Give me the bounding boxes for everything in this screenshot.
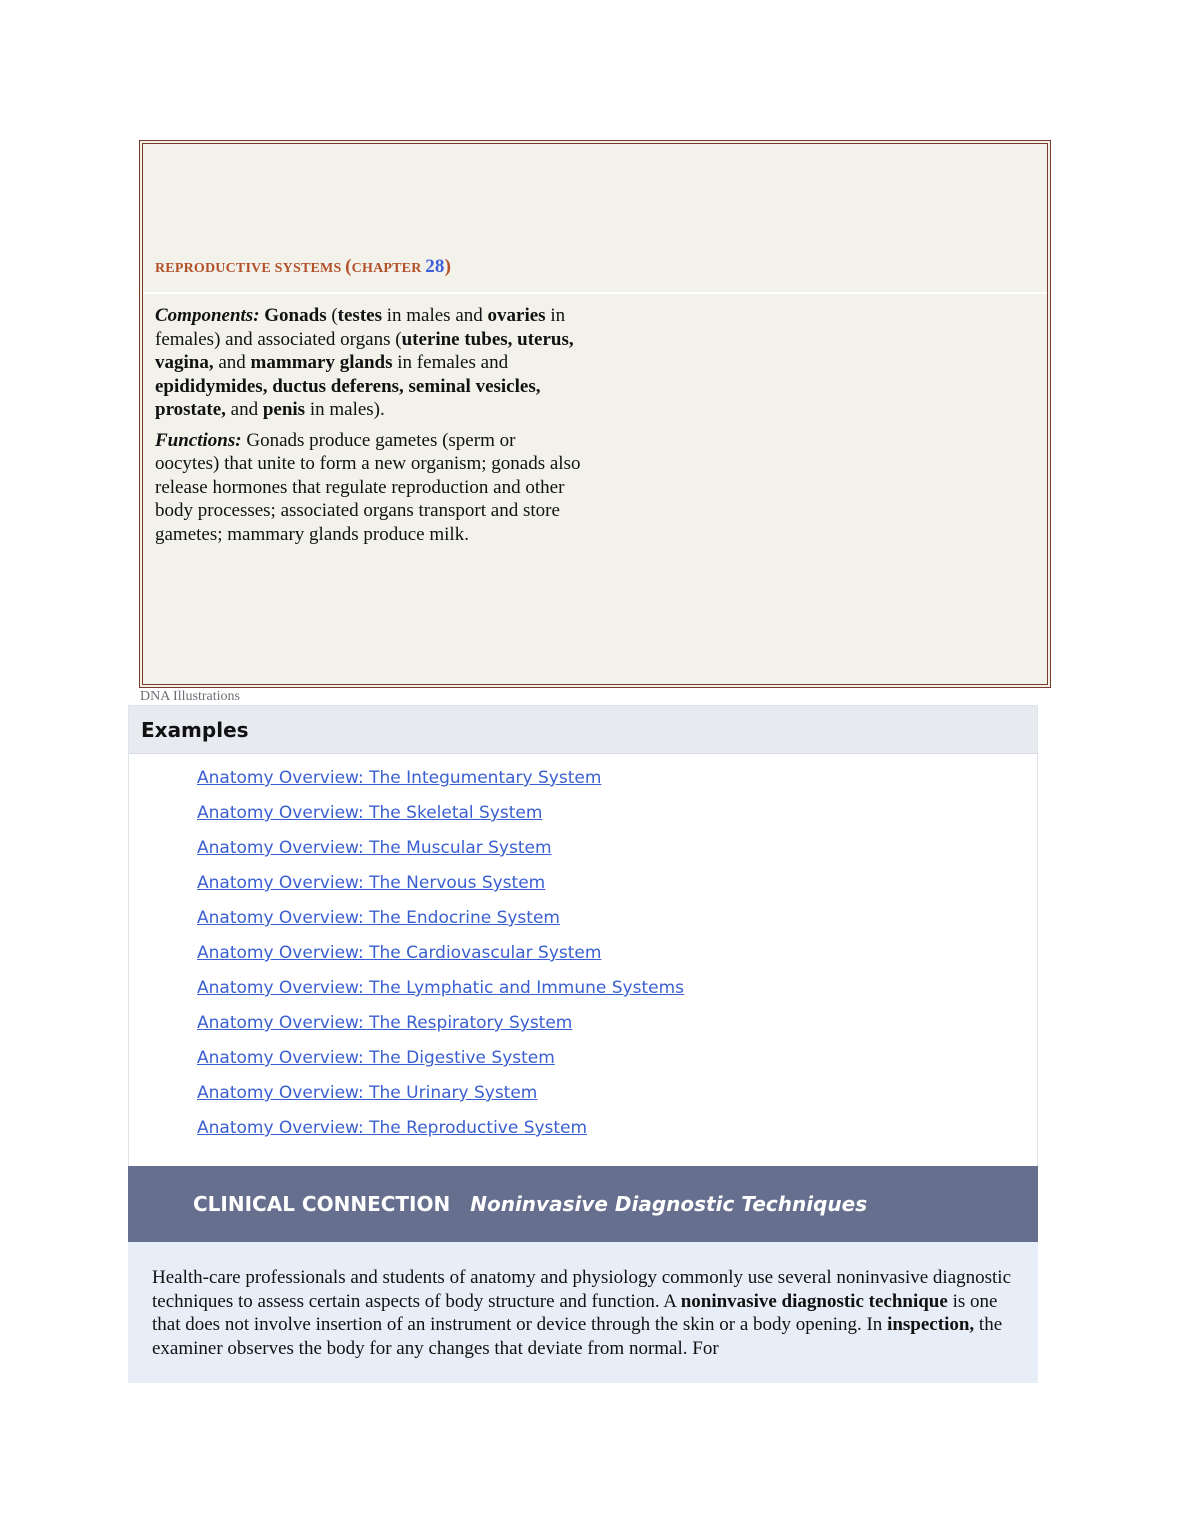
clinical-paragraph [152,1266,1014,1360]
examples-heading: Examples [129,706,1037,754]
clinical-connection-body [128,1242,1038,1383]
functions-lead: Functions: [155,429,242,451]
clinical-term-noninvasive: noninvasive diagnostic technique [680,1290,948,1312]
example-link-digestive[interactable]: Anatomy Overview: The Digestive System [197,1048,555,1068]
functions-paragraph [155,429,581,547]
example-link-muscular[interactable]: Anatomy Overview: The Muscular System [197,838,552,858]
list-item [197,836,1037,871]
reproductive-systems-box [139,140,1051,688]
clinical-text: Health-care professionals and students of anatomy and physiology commonly use several noninvasive diagnostic techniques to assess certain aspects of body structure and function. A [152,1267,1012,1312]
components-term-mammary-glands: mammary glands [250,352,393,373]
clinical-connection-topic: Noninvasive Diagnostic Techniques [470,1192,868,1216]
example-link-endocrine[interactable]: Anatomy Overview: The Endocrine System [197,908,560,928]
components-term-ovaries: ovaries [487,305,546,326]
clinical-term-inspection: inspection, [887,1314,975,1335]
list-item [197,1011,1037,1046]
components-term-testes: testes [337,305,382,326]
examples-list [129,754,1037,1151]
list-item [197,1046,1037,1081]
chapter-number: 28 [425,256,445,277]
list-item [197,766,1037,801]
example-link-cardiovascular[interactable]: Anatomy Overview: The Cardiovascular System [197,943,602,963]
components-lead: Components: [155,305,260,326]
list-item [197,976,1037,1011]
example-link-reproductive[interactable]: Anatomy Overview: The Reproductive System [197,1118,588,1138]
list-item [197,941,1037,976]
title-chapter: CHAPTER [351,261,422,276]
title-main: REPRODUCTIVE SYSTEMS [155,261,342,276]
components-term-gonads: Gonads [264,305,327,326]
list-item [197,906,1037,941]
example-link-respiratory[interactable]: Anatomy Overview: The Respiratory System [197,1013,573,1033]
clinical-connection-header [128,1166,1038,1242]
components-text: in females) and associated organs ( [155,305,566,350]
example-link-skeletal[interactable]: Anatomy Overview: The Skeletal System [197,803,543,823]
components-text: in females and [392,352,509,373]
list-item [197,871,1037,906]
example-link-nervous[interactable]: Anatomy Overview: The Nervous System [197,873,546,893]
examples-panel [128,705,1038,1166]
components-term-penis: penis [262,399,306,420]
clinical-text: the examiner observes the body for any changes that deviate from normal. For [152,1314,1003,1359]
components-text: and [225,399,263,420]
clinical-connection-label: CLINICAL CONNECTION [193,1192,451,1216]
functions-text: Gonads produce gametes (sperm or oocytes) that unite to form a new organism; gonads also release hormones that regulate reproduction and other body processes; associated organs transport and store gametes; mammary glands produce milk. [155,429,581,545]
example-link-urinary[interactable]: Anatomy Overview: The Urinary System [197,1083,538,1103]
components-term-male-organs: epididymides, ductus deferens, seminal vesicles, prostate, [155,375,541,420]
components-text: in males). [305,399,385,420]
example-link-integumentary[interactable]: Anatomy Overview: The Integumentary System [197,768,602,788]
clinical-text: is one that does not involve insertion of an instrument or device through the skin or a body opening. In [152,1290,998,1335]
components-term-female-organs: uterine tubes, uterus, vagina, [155,328,574,373]
components-text: ( [326,305,338,326]
list-item [197,1116,1037,1151]
example-link-lymphatic-immune[interactable]: Anatomy Overview: The Lymphatic and Immune Systems [197,978,685,998]
systems-box-body [155,304,581,553]
components-text: and [213,352,251,373]
list-item [197,1081,1037,1116]
components-text: in males and [381,305,488,326]
systems-box-header [143,144,1047,294]
list-item [197,801,1037,836]
systems-box-title: REPRODUCTIVE SYSTEMS (CHAPTER 28) [155,256,452,277]
image-credit: DNA Illustrations [140,689,240,704]
components-paragraph [155,304,581,422]
